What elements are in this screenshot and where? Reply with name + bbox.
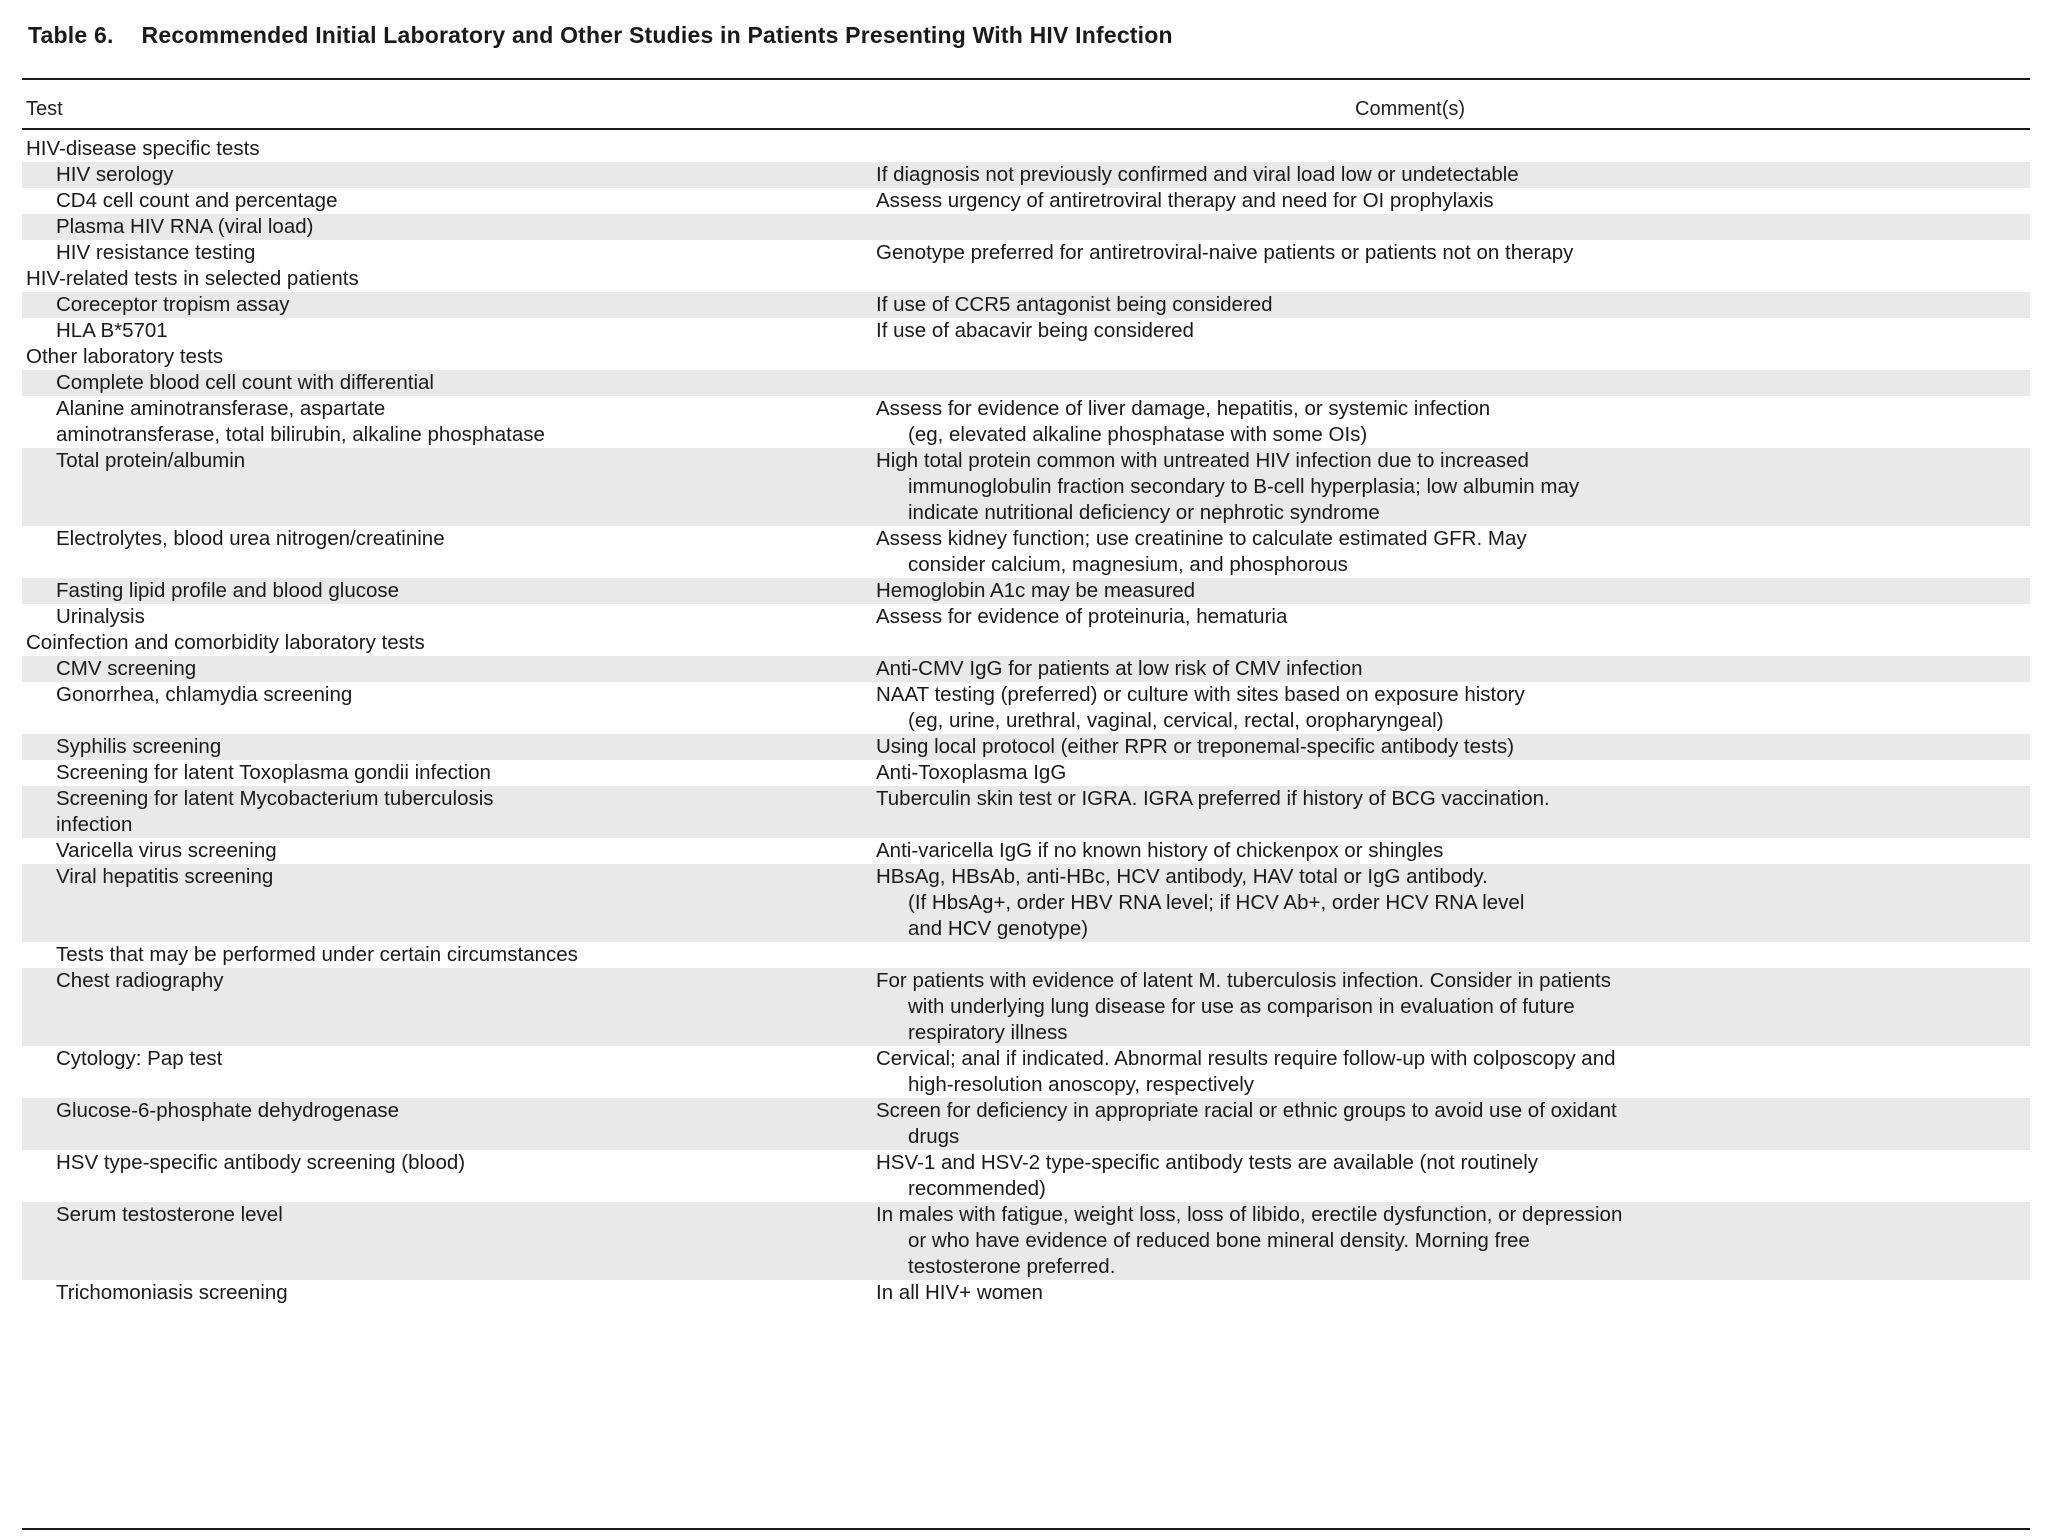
section-heading-row (22, 630, 2030, 656)
table-row (22, 1202, 2030, 1280)
comment-text: (eg, urine, urethral, vaginal, cervical, rectal, oropharyngeal) (908, 709, 1444, 732)
comment-text: In males with fatigue, weight loss, loss of libido, erectile dysfunction, or depression (876, 1203, 1623, 1226)
comment-text: Assess for evidence of proteinuria, hematuria (876, 605, 1288, 628)
test-text: Serum testosterone level (56, 1203, 283, 1226)
comment-cell (850, 734, 2030, 760)
comment-text: with underlying lung disease for use as comparison in evaluation of future (908, 995, 1575, 1018)
comment-cell (850, 188, 2030, 214)
test-cell (22, 656, 850, 682)
comment-text: Hemoglobin A1c may be measured (876, 579, 1196, 602)
test-cell (22, 1280, 850, 1306)
test-text: infection (56, 813, 133, 836)
table-row (22, 396, 2030, 448)
test-cell (22, 682, 850, 734)
test-cell (22, 526, 850, 578)
comment-cell (850, 396, 2030, 448)
comment-text: recommended) (908, 1177, 1046, 1200)
bottom-rule (22, 1528, 2030, 1530)
comment-cell (850, 864, 2030, 942)
comment-text: For patients with evidence of latent M. tuberculosis infection. Consider in patients (876, 969, 1611, 992)
comment-cell (850, 370, 2030, 396)
test-text: HIV-disease specific tests (26, 137, 260, 160)
table-row (22, 682, 2030, 734)
table-row (22, 786, 2030, 838)
test-cell (22, 864, 850, 942)
table-title (28, 22, 1173, 49)
comment-text: testosterone preferred. (908, 1255, 1116, 1278)
test-cell (22, 318, 850, 344)
comment-text: If use of CCR5 antagonist being considered (876, 293, 1273, 316)
comment-cell (850, 318, 2030, 344)
header-rule (22, 128, 2030, 130)
comment-cell (850, 578, 2030, 604)
comment-text: Tuberculin skin test or IGRA. IGRA preferred if history of BCG vaccination. (876, 787, 1550, 810)
test-cell (22, 396, 850, 448)
comment-text: In all HIV+ women (876, 1281, 1043, 1304)
comment-text: HBsAg, HBsAb, anti-HBc, HCV antibody, HAV total or IgG antibody. (876, 865, 1488, 888)
comment-cell (850, 240, 2030, 266)
test-text: Glucose-6-phosphate dehydrogenase (56, 1099, 400, 1122)
table-row (22, 604, 2030, 630)
comment-text: HSV-1 and HSV-2 type-specific antibody tests are available (not routinely (876, 1151, 1539, 1174)
test-text: HIV resistance testing (56, 241, 256, 264)
comment-text: respiratory illness (908, 1021, 1068, 1044)
test-text: Urinalysis (56, 605, 145, 628)
comment-text: NAAT testing (preferred) or culture with sites based on exposure history (876, 683, 1525, 706)
test-cell (22, 162, 850, 188)
table-row (22, 838, 2030, 864)
test-text: Total protein/albumin (56, 449, 246, 472)
test-cell (22, 240, 850, 266)
test-cell (22, 448, 850, 526)
test-cell (22, 968, 850, 1046)
test-cell (22, 214, 850, 240)
test-text: Electrolytes, blood urea nitrogen/creatinine (56, 527, 445, 550)
comment-cell (850, 162, 2030, 188)
test-cell (22, 292, 850, 318)
test-text: Cytology: Pap test (56, 1047, 223, 1070)
table-row (22, 1280, 2030, 1306)
test-text: Viral hepatitis screening (56, 865, 274, 888)
test-text: Screening for latent Toxoplasma gondii infection (56, 761, 491, 784)
test-text: Plasma HIV RNA (viral load) (56, 215, 314, 238)
comment-text: Using local protocol (either RPR or treponemal-specific antibody tests) (876, 735, 1515, 758)
test-cell (22, 188, 850, 214)
test-text: HIV serology (56, 163, 174, 186)
table-row (22, 162, 2030, 188)
comment-text: (eg, elevated alkaline phosphatase with some OIs) (908, 423, 1368, 446)
table-row (22, 656, 2030, 682)
comment-cell (850, 1150, 2030, 1202)
comment-cell (850, 786, 2030, 838)
table-row (22, 734, 2030, 760)
test-text: Screening for latent Mycobacterium tuberculosis (56, 787, 494, 810)
comment-cell (850, 968, 2030, 1046)
comment-text: (If HbsAg+, order HBV RNA level; if HCV Ab+, order HCV RNA level (908, 891, 1525, 914)
table-number: Table 6. (28, 22, 114, 48)
table-row (22, 1150, 2030, 1202)
section-heading (22, 630, 2030, 656)
table-row (22, 1098, 2030, 1150)
table-row (22, 240, 2030, 266)
comment-text: Assess kidney function; use creatinine to calculate estimated GFR. May (876, 527, 1527, 550)
comment-cell (850, 1046, 2030, 1098)
comment-cell (850, 838, 2030, 864)
section-heading-row (22, 266, 2030, 292)
test-text: Gonorrhea, chlamydia screening (56, 683, 353, 706)
table-row (22, 1046, 2030, 1098)
section-heading (22, 266, 2030, 292)
table-row (22, 968, 2030, 1046)
test-text: Varicella virus screening (56, 839, 277, 862)
comment-text: High total protein common with untreated HIV infection due to increased (876, 449, 1529, 472)
comment-text: and HCV genotype) (908, 917, 1089, 940)
comment-cell (850, 292, 2030, 318)
test-text: HSV type-specific antibody screening (blood) (56, 1151, 466, 1174)
section-heading-row (22, 344, 2030, 370)
table-row (22, 448, 2030, 526)
comment-text: Assess for evidence of liver damage, hepatitis, or systemic infection (876, 397, 1491, 420)
test-cell (22, 1098, 850, 1150)
comment-cell (850, 1098, 2030, 1150)
comment-text: consider calcium, magnesium, and phosphorous (908, 553, 1348, 576)
comment-cell (850, 214, 2030, 240)
test-text: Coinfection and comorbidity laboratory tests (26, 631, 425, 654)
test-text: CD4 cell count and percentage (56, 189, 338, 212)
table-row (22, 214, 2030, 240)
test-text: Coreceptor tropism assay (56, 293, 290, 316)
section-heading (22, 344, 2030, 370)
test-text: Trichomoniasis screening (56, 1281, 288, 1304)
comment-cell (850, 604, 2030, 630)
test-text: HIV-related tests in selected patients (26, 267, 359, 290)
test-cell (22, 786, 850, 838)
test-text: Complete blood cell count with differential (56, 371, 434, 394)
comment-text: Anti-Toxoplasma IgG (876, 761, 1067, 784)
comment-text: drugs (908, 1125, 960, 1148)
table-row (22, 370, 2030, 396)
section-heading (22, 942, 2030, 968)
comment-cell (850, 760, 2030, 786)
comment-text: Assess urgency of antiretroviral therapy and need for OI prophylaxis (876, 189, 1494, 212)
test-text: Fasting lipid profile and blood glucose (56, 579, 400, 602)
comment-cell (850, 448, 2030, 526)
test-cell (22, 760, 850, 786)
section-heading-row (22, 136, 2030, 162)
top-rule (22, 78, 2030, 80)
test-cell (22, 1202, 850, 1280)
test-cell (22, 1150, 850, 1202)
column-header-comment: Comment(s) (1355, 98, 1466, 120)
comment-text: indicate nutritional deficiency or nephrotic syndrome (908, 501, 1380, 524)
table-row (22, 188, 2030, 214)
comment-cell (850, 1280, 2030, 1306)
test-cell (22, 604, 850, 630)
section-heading-row (22, 942, 2030, 968)
table-row (22, 292, 2030, 318)
test-text: Chest radiography (56, 969, 224, 992)
test-cell (22, 578, 850, 604)
comment-text: If diagnosis not previously confirmed and viral load low or undetectable (876, 163, 1519, 186)
test-text: Syphilis screening (56, 735, 222, 758)
comment-text: If use of abacavir being considered (876, 319, 1194, 342)
comment-text: Cervical; anal if indicated. Abnormal results require follow-up with colposcopy and (876, 1047, 1616, 1070)
column-header-test: Test (26, 98, 63, 120)
table-row (22, 760, 2030, 786)
comment-cell (850, 526, 2030, 578)
comment-text: high-resolution anoscopy, respectively (908, 1073, 1255, 1096)
comment-text: or who have evidence of reduced bone mineral density. Morning free (908, 1229, 1530, 1252)
table-body (22, 136, 2030, 1306)
test-cell (22, 838, 850, 864)
test-cell (22, 734, 850, 760)
comment-text: Anti-varicella IgG if no known history of chickenpox or shingles (876, 839, 1444, 862)
test-cell (22, 370, 850, 396)
table-row (22, 526, 2030, 578)
test-text: CMV screening (56, 657, 197, 680)
table-row (22, 578, 2030, 604)
comment-cell (850, 682, 2030, 734)
test-text: HLA B*5701 (56, 319, 168, 342)
comment-cell (850, 1202, 2030, 1280)
section-heading (22, 136, 2030, 162)
table-row (22, 864, 2030, 942)
test-text: Tests that may be performed under certain circumstances (56, 943, 578, 966)
comment-text: Anti-CMV IgG for patients at low risk of CMV infection (876, 657, 1363, 680)
table-title-text: Recommended Initial Laboratory and Other Studies in Patients Presenting With HIV Infection (141, 22, 1173, 48)
comment-text: Genotype preferred for antiretroviral-naive patients or patients not on therapy (876, 241, 1574, 264)
test-cell (22, 1046, 850, 1098)
comment-cell (850, 656, 2030, 682)
test-text: Alanine aminotransferase, aspartate (56, 397, 386, 420)
table-row (22, 318, 2030, 344)
comment-text: Screen for deficiency in appropriate racial or ethnic groups to avoid use of oxidant (876, 1099, 1617, 1122)
test-text: Other laboratory tests (26, 345, 224, 368)
test-text: aminotransferase, total bilirubin, alkaline phosphatase (56, 423, 545, 446)
comment-text: immunoglobulin fraction secondary to B-cell hyperplasia; low albumin may (908, 475, 1580, 498)
